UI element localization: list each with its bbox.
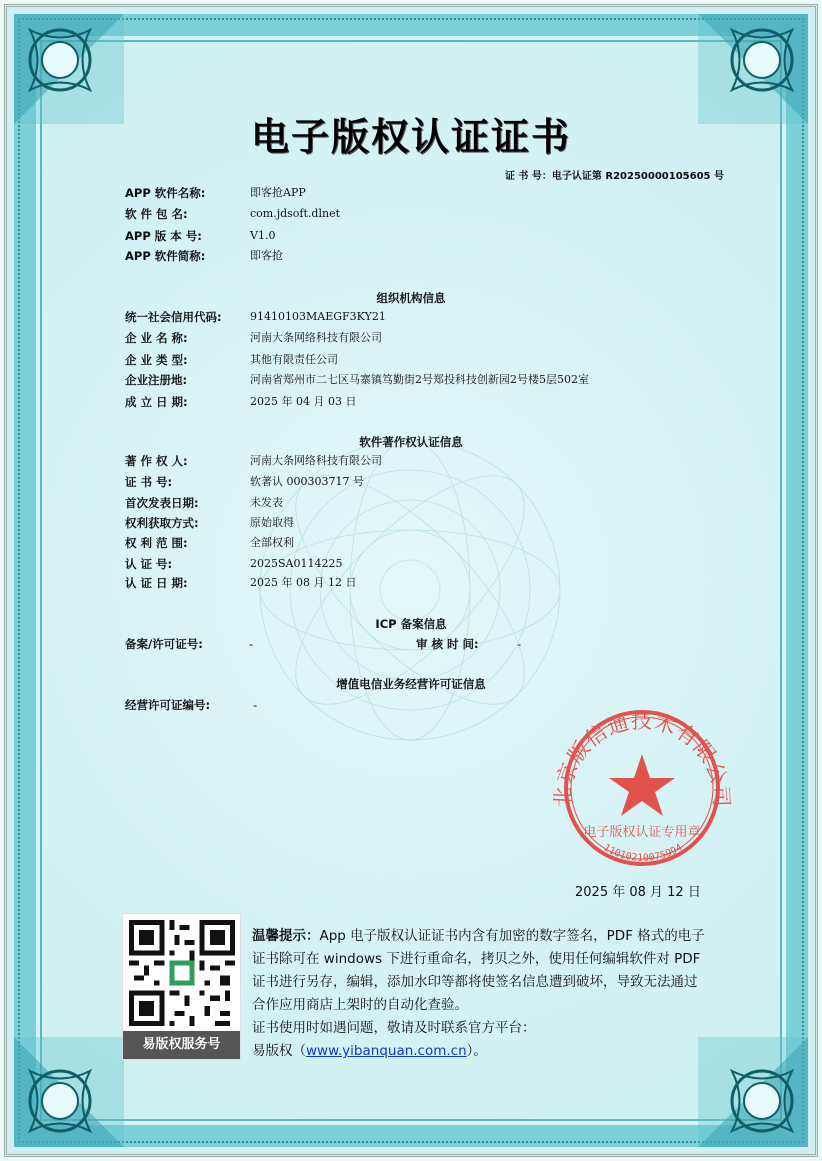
qr-code-icon bbox=[129, 920, 235, 1026]
seal-purpose-text: 电子版权认证专用章 bbox=[583, 825, 701, 840]
qr-caption: 易版权服务号 bbox=[123, 1031, 240, 1059]
field-value: 河南大条网络科技有限公司 bbox=[250, 454, 382, 467]
field-label: 软 件 包 名: bbox=[125, 207, 188, 221]
field-label: 企 业 类 型: bbox=[125, 353, 188, 367]
section-heading-copyright: 软件著作权认证信息 bbox=[359, 435, 463, 449]
platform-prefix: 易版权（ bbox=[252, 1043, 306, 1059]
icp-license-label: 备案/许可证号: bbox=[125, 637, 203, 651]
qr-code-card[interactable] bbox=[122, 913, 241, 1060]
field-label: 权利获取方式: bbox=[125, 516, 199, 530]
notice-body: App 电子版权认证证书内含有加密的数字签名，PDF 格式的电子证书除可在 windows 下进行重命名，拷贝之外，使用任何编辑软件对 PDF 证书进行另存，编辑，添加水印等都将使签名信息遭到破坏，导致无法通过合作应用商店上架时的自动化查验。 bbox=[252, 928, 705, 1013]
platform-suffix: ）。 bbox=[466, 1043, 487, 1059]
section-heading-org: 组织机构信息 bbox=[376, 291, 446, 305]
field-label: 权 利 范 围: bbox=[125, 536, 188, 550]
field-value: 河南省郑州市二七区马寨镇笃勤街2号郑投科技创新园2号楼5层502室 bbox=[250, 373, 589, 386]
issue-date: 2025 年 08 月 12 日 bbox=[575, 885, 701, 900]
telecom-license-value: - bbox=[253, 698, 258, 712]
official-seal bbox=[548, 706, 736, 866]
field-value: 软著认 000303717 号 bbox=[250, 475, 364, 488]
field-value: 2025 年 08 月 12 日 bbox=[250, 576, 357, 589]
telecom-license-label: 经营许可证编号: bbox=[125, 698, 211, 712]
section-heading-telecom: 增值电信业务经营许可证信息 bbox=[336, 677, 486, 691]
field-label: 著 作 权 人: bbox=[125, 454, 188, 468]
field-value: V1.0 bbox=[250, 229, 276, 242]
field-value: 其他有限责任公司 bbox=[250, 353, 338, 366]
field-label: 企 业 名 称: bbox=[125, 331, 188, 345]
field-label: 首次发表日期: bbox=[125, 496, 199, 510]
field-label: 企业注册地: bbox=[125, 373, 188, 387]
field-value: 即客抢APP bbox=[250, 186, 306, 199]
field-value: 未发表 bbox=[250, 496, 283, 509]
certificate-title: 电子版权认证证书 bbox=[250, 114, 571, 159]
field-value: 原始取得 bbox=[250, 516, 294, 529]
icp-license-value: - bbox=[249, 637, 254, 651]
svg-text:1101021007599​4 bbox=[601, 842, 684, 864]
field-label: 统一社会信用代码: bbox=[125, 310, 222, 324]
field-label: 成 立 日 期: bbox=[125, 395, 188, 409]
seal-org-text: 北京版信通技术有限公司 bbox=[550, 709, 734, 809]
notice-head: 温馨提示： bbox=[252, 928, 320, 944]
platform-link[interactable]: www.yibanquan.com.cn bbox=[306, 1043, 467, 1059]
field-label: APP 软件简称: bbox=[125, 249, 206, 263]
field-value: 2025SA0114225 bbox=[250, 557, 343, 570]
field-value: com.jdsoft.dlnet bbox=[250, 207, 340, 220]
field-value: 2025 年 04 月 03 日 bbox=[250, 395, 357, 408]
notice-text bbox=[252, 925, 708, 1063]
corner-ornament-bottom-right bbox=[694, 1033, 812, 1151]
certificate-number: 证 书 号：电子认证第 R20250000105605 号 bbox=[504, 171, 724, 182]
icp-review-label: 审 核 时 间: bbox=[416, 637, 479, 651]
field-label: 认 证 号: bbox=[125, 557, 173, 571]
notice-contact: 证书使用时如遇问题，敬请及时联系官方平台： bbox=[252, 1020, 536, 1036]
field-value: 即客抢 bbox=[250, 249, 283, 262]
section-heading-icp: ICP 备案信息 bbox=[375, 617, 447, 631]
corner-ornament-bottom-left bbox=[10, 1033, 128, 1151]
field-label: APP 版 本 号: bbox=[125, 229, 202, 243]
field-value: 91410103MAEGF3KY21 bbox=[250, 310, 386, 323]
icp-review-value: - bbox=[517, 637, 522, 651]
field-value: 河南大条网络科技有限公司 bbox=[250, 331, 382, 344]
field-label: 认 证 日 期: bbox=[125, 576, 188, 590]
seal-code-text: 1101021007599​4 bbox=[601, 842, 685, 864]
field-label: APP 软件名称: bbox=[125, 186, 206, 200]
field-value: 全部权利 bbox=[250, 536, 294, 549]
field-label: 证 书 号: bbox=[125, 475, 173, 489]
